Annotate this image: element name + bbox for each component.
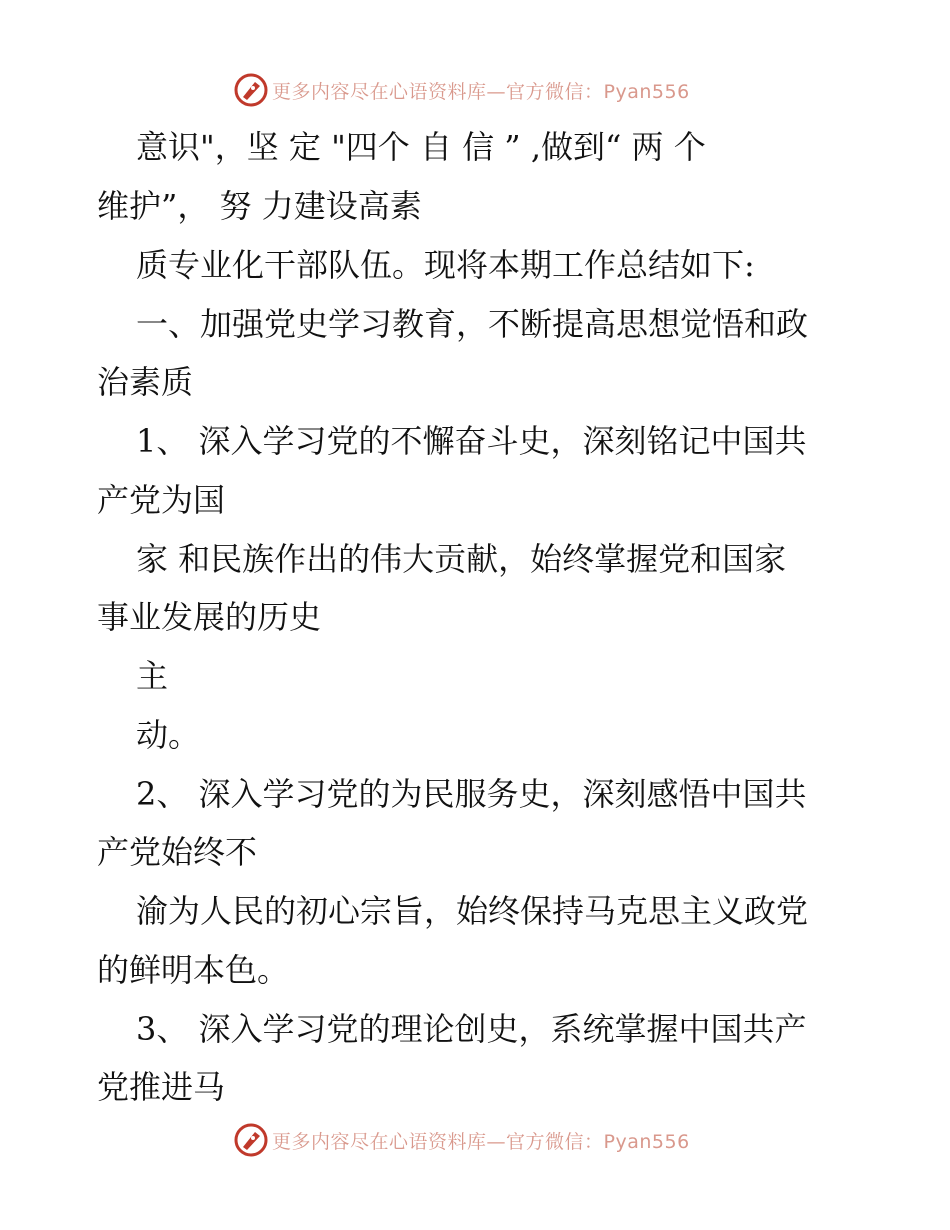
pen-nib-logo-icon — [234, 73, 268, 107]
pen-nib-logo-icon — [234, 1123, 268, 1157]
watermark-text: 更多内容尽在心语资料库—官方微信：Pyan556 — [272, 80, 690, 103]
header-watermark — [234, 70, 714, 110]
footer-watermark — [234, 1120, 714, 1160]
watermark-text: 更多内容尽在心语资料库—官方微信：Pyan556 — [272, 1130, 690, 1153]
